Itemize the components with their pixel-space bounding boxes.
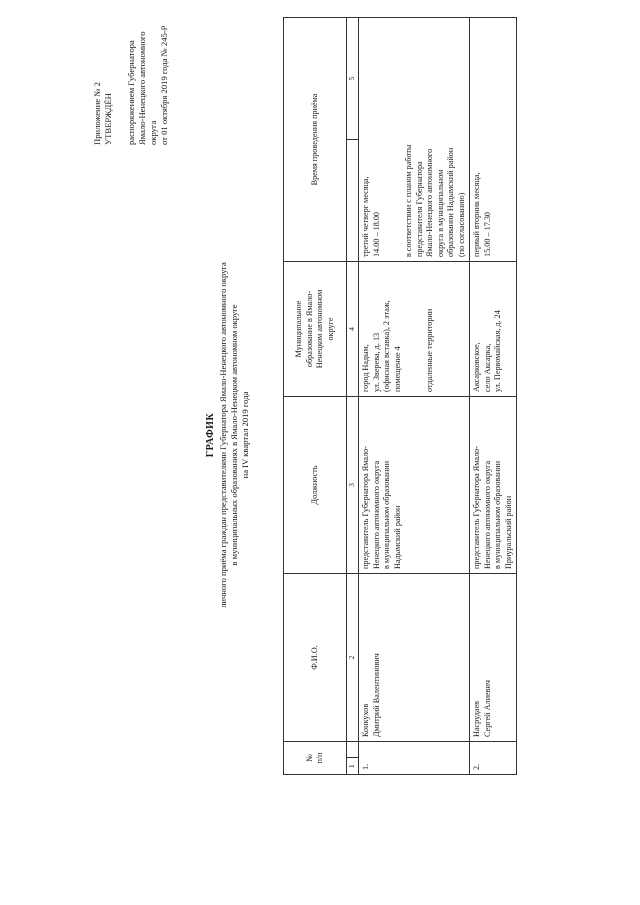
index-cell: 3 xyxy=(347,397,359,574)
row-position: представитель Губернатора Ямало- Ненецкого автономного округа в муниципальном образовании Надымский район xyxy=(359,397,470,574)
index-cell: 4 xyxy=(347,262,359,397)
header-municipality: Муниципальное образование в Ямало- Ненецком автономном округе xyxy=(284,262,347,397)
row-municipality: город Надым, ул. Зверева, д. 13 (офисная вставка), 2 этаж, помещение 4 отдаленные территории xyxy=(359,262,470,397)
row-number: 1. xyxy=(359,742,470,775)
header-row xyxy=(284,18,347,775)
index-row xyxy=(347,18,359,775)
header-fio: Ф.И.О. xyxy=(284,574,347,742)
header-position: Должность xyxy=(284,397,347,574)
subtitle-line: личного приёма граждан представителями Губернатора Ямало-Ненецкого автономного округа xyxy=(218,262,228,608)
row-position: представитель Губернатора Ямало- Ненецкого автономного округа в муниципальном образовании Приуральский район xyxy=(470,397,517,574)
document-heading xyxy=(205,75,251,795)
document-title: ГРАФИК xyxy=(205,412,216,458)
row-fio: Конкухов Дмитрий Валентинович xyxy=(359,574,470,742)
table-row xyxy=(470,18,517,775)
header-time: Время проведения приёма xyxy=(284,18,347,262)
approval-block xyxy=(92,10,170,145)
row-municipality: Аксарковское, село Аксарка, ул. Первомайская, д. 24 xyxy=(470,262,517,397)
index-cell: 2 xyxy=(347,574,359,742)
table-row xyxy=(359,18,470,775)
row-number: 2. xyxy=(470,742,517,775)
approval-order-line: распоряжением Губернатора xyxy=(126,40,136,145)
subtitle-line: в муниципальных образованиях в Ямало-Ненецком автономном округе xyxy=(229,304,239,566)
approval-order-line: Ямало-Ненецкого автономного округа xyxy=(137,31,158,145)
index-cell: 1 xyxy=(347,742,359,775)
schedule-table xyxy=(283,17,517,775)
approved-stamp: УТВЕРЖДЁН xyxy=(103,93,113,145)
index-cell: 5 xyxy=(347,18,359,262)
appendix-number: Приложение № 2 xyxy=(92,82,102,145)
row-time: первый вторник месяца, 15.00 – 17.30 xyxy=(470,18,517,262)
row-fio: Насрудаев Сергей Алиевич xyxy=(470,574,517,742)
subtitle-line: на IV квартал 2019 года xyxy=(240,391,250,479)
row-time: третий четверг месяца, 14.00 – 18.00 в соответствии с планом работы представителя Губернатора Ямало-Ненецкого автономного округа в муниципальном образовании Надымский район (по согласованию) xyxy=(359,18,470,262)
header-number: № п/п xyxy=(284,742,347,775)
approval-order-date: от 01 октября 2019 года № 245-Р xyxy=(159,25,169,145)
